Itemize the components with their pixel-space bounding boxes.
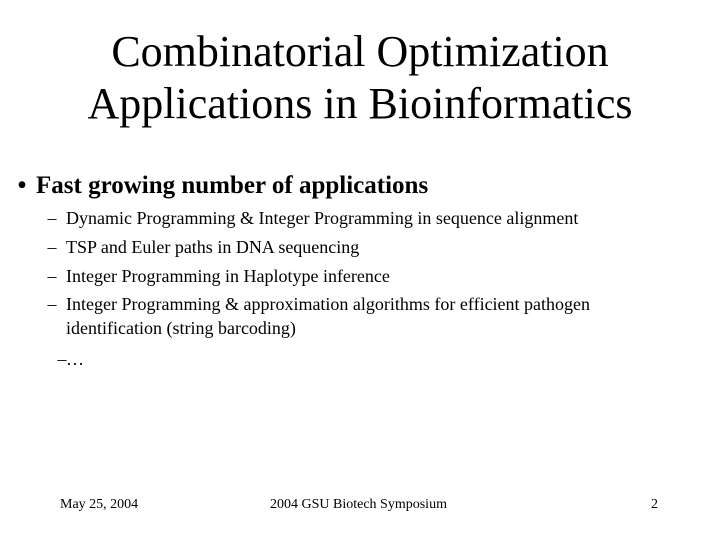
title-line-1: Combinatorial Optimization [111,27,609,76]
sub-item-text: Integer Programming in Haplotype inference [66,266,390,286]
dash-icon: – [47,266,57,286]
title-line-2: Applications in Bioinformatics [87,79,633,128]
footer-page-number: 2 [651,497,658,512]
footer-event: 2004 GSU Biotech Symposium [270,497,447,512]
sub-item-continuation-text: identification (string barcoding) [66,318,296,338]
bullet-icon: • [17,172,27,199]
sub-item-text: Dynamic Programming & Integer Programming in sequence alignment [66,208,579,228]
main-bullet [8,170,428,202]
sub-item-text: Integer Programming & approximation algorithms for efficient pathogen [66,294,591,314]
footer-date: May 25, 2004 [60,497,139,512]
main-bullet-text: Fast growing number of applications [36,172,429,199]
slide-title [40,26,680,130]
dash-icon: – [47,294,57,314]
sub-item-text: TSP and Euler paths in DNA sequencing [66,237,360,257]
sub-item-text: … [66,349,84,369]
dash-icon: – [47,237,57,257]
dash-icon: – [47,208,57,228]
dash-icon: – [57,349,67,369]
